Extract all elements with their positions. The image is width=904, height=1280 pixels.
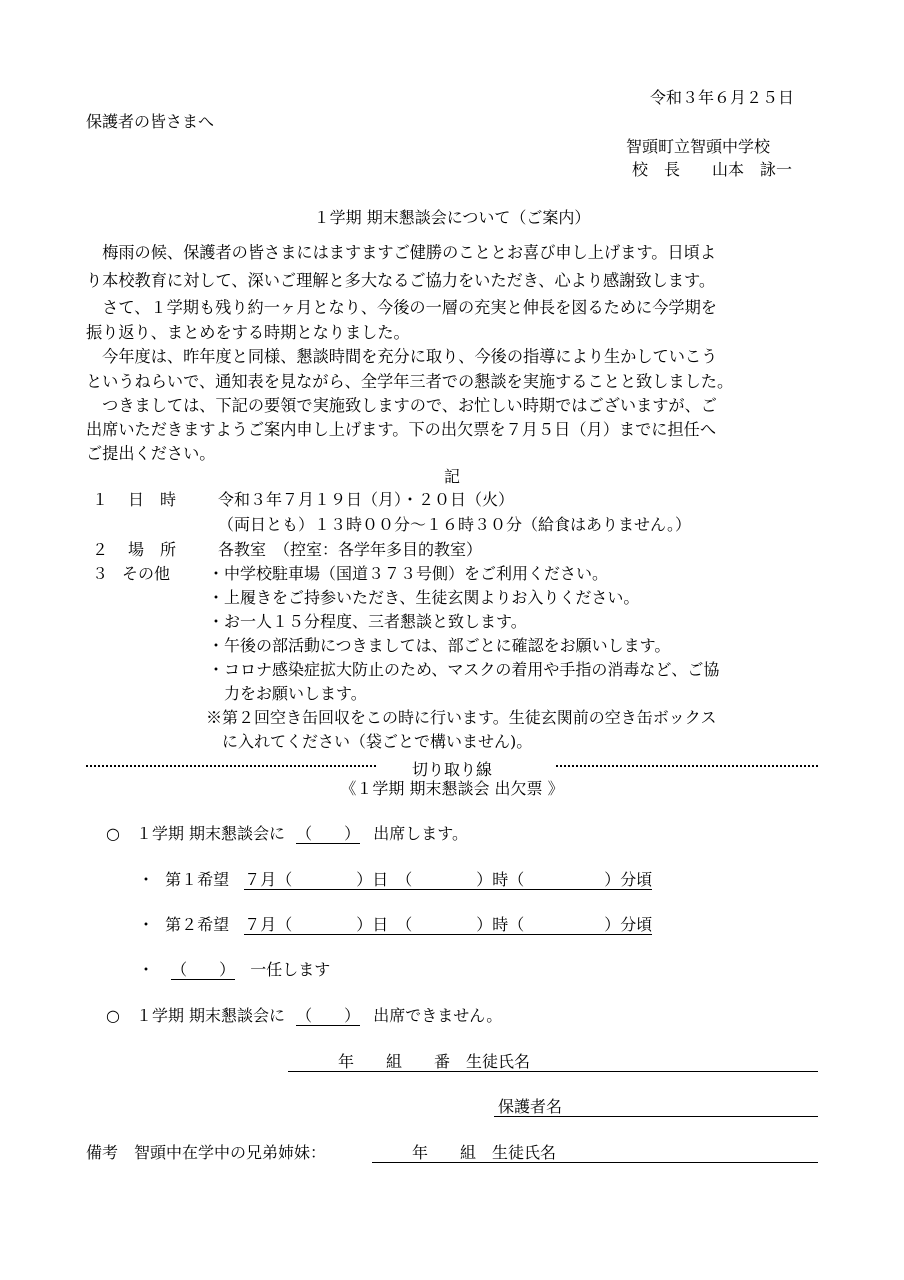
item-number-1: １ — [92, 490, 109, 509]
item-number-3: ３ — [92, 564, 109, 583]
wish1-fields[interactable]: ７月（ ）日 （ ）時（ ）分頃 — [244, 870, 653, 889]
leave-checkbox[interactable]: （ ） — [171, 960, 236, 979]
item-label-other: その他 — [122, 564, 171, 583]
absent-row — [106, 1006, 502, 1025]
item-value-place: 各教室 （控室：各学年多目的教室） — [218, 540, 483, 559]
note-club: ・午後の部活動につきましては、部ごとに確認をお願いします。 — [208, 636, 671, 655]
attend-row — [106, 824, 468, 843]
principal-name: 校 長 山本 詠一 — [632, 160, 793, 179]
absent-label: ○ １学期 期末懇談会に — [106, 1006, 286, 1025]
note-covid: ・コロナ感染症拡大防止のため、マスクの着用や手指の消毒など、ご協 — [208, 660, 720, 679]
guardian-line[interactable] — [494, 1116, 818, 1117]
absent-checkbox[interactable]: （ ） — [296, 1006, 361, 1025]
cut-line-label: 切り取り線 — [411, 760, 492, 779]
wish1-row — [138, 870, 652, 889]
body-line: 今年度は、昨年度と同様、懇談時間を充分に取り、今後の指導により生かしていこう — [86, 347, 718, 366]
body-line: というねらいで、通知表を見ながら、全学年三者での懇談を実施することと致しました。 — [86, 372, 734, 391]
remarks-line[interactable] — [372, 1162, 818, 1163]
wish2-fields[interactable]: ７月（ ）日 （ ）時（ ）分頃 — [244, 915, 653, 934]
body-line: 振り返り、まとめをする時期となりました。 — [86, 323, 410, 342]
body-line: さて、１学期も残り約一ヶ月となり、今後の一層の充実と伸長を図るために今学期を — [86, 298, 717, 317]
wish2-row — [138, 915, 652, 934]
body-line: 梅雨の候、保護者の皆さまにはますますご健勝のこととお喜び申し上げます。日頃よ — [86, 243, 717, 262]
student-info-label: 年 組 番 生徒氏名 — [338, 1052, 531, 1071]
remarks-label: 備考 智頭中在学中の兄弟姉妹： — [86, 1143, 327, 1162]
item-value-time: （両日とも）１３時００分～１６時３０分（給食はありません。） — [218, 515, 691, 534]
wish1-label: 第１希望 — [165, 870, 230, 889]
item-label-datetime: 日 時 — [128, 490, 177, 509]
body-line: つきましては、下記の要領で実施致しますので、お忙しい時期ではございますが、ご — [86, 396, 717, 415]
recipient: 保護者の皆さまへ — [86, 112, 215, 131]
note-cans: ※第２回空き缶回収をこの時に行います。生徒玄関前の空き缶ボックス — [206, 708, 717, 727]
document-title: １学期 期末懇談会について（ご案内） — [313, 208, 591, 227]
bullet: ・ — [138, 870, 155, 889]
note-duration: ・お一人１５分程度、三者懇談と致します。 — [208, 612, 527, 631]
guardian-label: 保護者名 — [498, 1097, 563, 1116]
item-value-datetime: 令和３年７月１９日（月）・２０日（火） — [218, 490, 515, 509]
bullet: ・ — [138, 915, 155, 934]
body-line: り本校教育に対して、深いご理解と多大なるご協力をいただき、心より感謝致します。 — [86, 271, 716, 290]
remarks-fields: 年 組 生徒氏名 — [412, 1143, 557, 1162]
leave-text: 一任します — [250, 960, 331, 979]
form-title: 《１学期 期末懇談会 出欠票 》 — [340, 779, 564, 798]
attend-checkbox[interactable]: （ ） — [296, 824, 361, 843]
attend-label: ○ １学期 期末懇談会に — [106, 824, 286, 843]
item-label-place: 場 所 — [128, 540, 177, 559]
cut-dots-right — [556, 765, 818, 767]
body-line: ご提出ください。 — [86, 444, 216, 463]
note-parking: ・中学校駐車場（国道３７３号側）をご利用ください。 — [208, 564, 609, 583]
cut-line — [86, 757, 818, 777]
note-cans-cont: に入れてください（袋ごとで構いません)。 — [206, 732, 533, 751]
note-shoes: ・上履きをご持参いただき、生徒玄関よりお入りください。 — [208, 588, 640, 607]
document-date: 令和３年６月２５日 — [650, 88, 795, 107]
attend-text: 出席します。 — [373, 824, 468, 843]
absent-text: 出席できません。 — [373, 1006, 503, 1025]
item-number-2: ２ — [92, 540, 109, 559]
note-covid-cont: 力をお願いします。 — [208, 684, 367, 703]
school-name: 智頭町立智頭中学校 — [626, 137, 771, 156]
body-line: 出席いただきますようご案内申し上げます。下の出欠票を７月５日（月）までに担任へ — [86, 420, 717, 439]
student-info-line[interactable] — [288, 1071, 818, 1072]
bullet: ・ — [138, 960, 155, 979]
wish2-label: 第２希望 — [165, 915, 230, 934]
leave-row — [138, 960, 330, 979]
ki-heading: 記 — [443, 467, 460, 486]
